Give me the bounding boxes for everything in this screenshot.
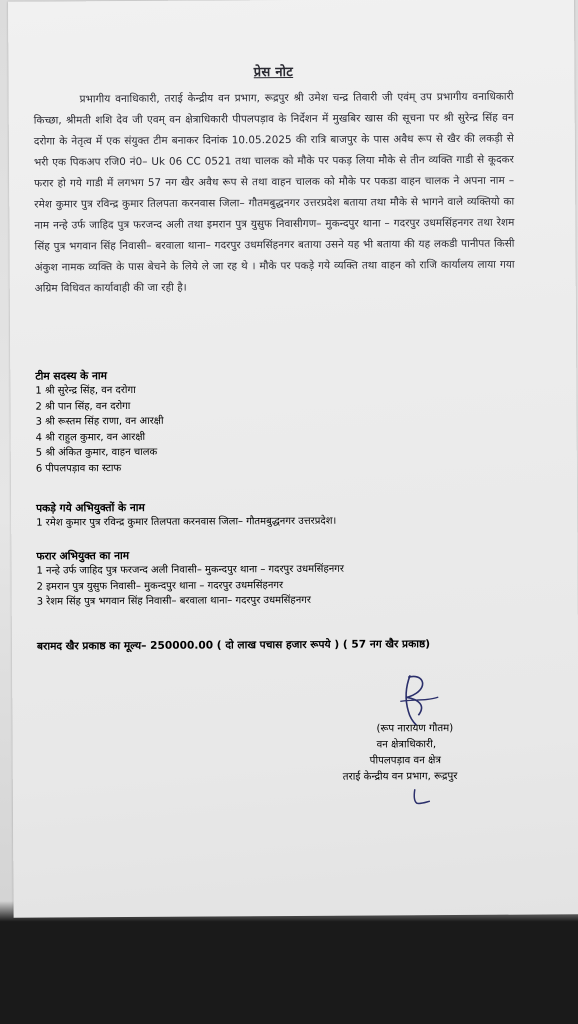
team-member: 5 श्री अंकित कुमार, वाहन चालक [35, 447, 158, 459]
absconded-item: 1 नन्हे उर्फ जाहिद पुत्र फरजन्द अली निवासी– मुकन्दपुर थाना – गदरपुर उधमसिंहनगर [36, 563, 345, 577]
signature-block [342, 721, 522, 786]
signatory-designation: वन क्षेत्राधिकारी, [376, 739, 437, 751]
handwritten-initial [411, 787, 435, 807]
arrested-item: 1 रमेश कुमार पुत्र रविन्द्र कुमार तिलपता करनवास जिला– गौतमबुद्धनगर उत्तरप्रदेश। [36, 515, 337, 529]
absconded-list [36, 561, 516, 611]
team-member: 2 श्री पान सिंह, वन दरोगा [35, 400, 131, 413]
arrested-list [36, 513, 516, 532]
absconded-item: 2 इमरान पुत्र युसुफ निवासी– मुकन्दपुर थाना – गदरपुर उधमसिंहनगर [36, 579, 284, 593]
press-note-sheet [8, 0, 578, 918]
seized-value-line: बरामद खैर प्रकाष्ठ का मूल्य– 250000.00 ( दो लाख पचास हजार रूपये ) ( 57 नग खैर प्रकाष्ठ) [36, 638, 431, 653]
absconded-section [36, 547, 516, 611]
team-section [35, 369, 164, 477]
team-member: 4 श्री राहुल कुमार, वन आरक्षी [35, 431, 146, 444]
team-heading: टीम सदस्य के नाम [35, 370, 107, 383]
absconded-item: 3 रेशम सिंह पुत्र भगवान सिंह निवासी– बरवाला थाना– गदरपुर उधमसिंहनगर [36, 595, 312, 608]
team-list [35, 383, 164, 477]
press-note-body [33, 61, 514, 300]
arrested-heading: पकड़े गये अभियुक्तों के नाम [36, 501, 145, 515]
document-title: प्रेस नोट [253, 64, 294, 81]
signatory-name: (रूप नारायण गौतम) [376, 723, 454, 735]
team-member: 6 पीपलपड़ाव का स्टाफ [35, 463, 122, 475]
main-paragraph: प्रभागीय वनाधिकारी, तराई केन्द्रीय वन प्रभाग, रूद्रपुर श्री उमेश चन्द्र तिवारी जी एवंम् उप प्रभागीय वनाधिकारी किच्छा, श्रीमती शशि देव जी एवम् वन क्षेत्राधिकारी पीपलपड़ाव के निर्देशन में मुखबिर खास की सूचना पर श्री सुरेन्द्र सिंह वन दरोगा के नेतृत्व में एक संयुक्त टीम बनाकर दिनांक 10.05.2025 की रात्रि बाजपुर के पास अवैध रूप से खैर की लकड़ी से भरी एक पिकअप रजि0 नं0– Uk 06 CC 0521 तथा चालक को मौके पर पकड़ लिया मौके से तीन व्यक्ति गाडी से कूदकर फरार हो गये गाडी में लगभग 57 नग खैर अवैध रूप से तथा वाहन चालक को मौके पर पकडा वाहन चालक ने अपना नाम – रमेश कुमार पुत्र रविन्द्र कुमार तिलपता करनवास जिला– गौतमबुद्धनगर उत्तरप्रदेश बताया तथा मौके से भागने वाले व्यक्तियो का नाम नन्हे उर्फ जाहिद पुत्र फरजन्द अली तथा इमरान पुत्र युसुफ निवासीगण– मुकन्दपुर थाना – गदरपुर उधमसिंहनगर तथा रेशम सिंह पुत्र भगवान सिंह निवासी– बरवाला थाना– गदरपुर उधमसिंहनगर बताया उसने यह भी बताया की यह लकडी पानीपत किसी अंकुश नामक व्यक्ति के पास बेचने के लिये ले जा रह थे । मौके पर पकड़े गये व्यक्ति तथा वाहन को राजि कार्यालय लाया गया अग्रिम विधिवत कार्यावाही की जा रही है। [33, 90, 515, 295]
absconded-heading: फरार अभियुक्त का नाम [36, 549, 130, 563]
team-member: 1 श्री सुरेन्द्र सिंह, वन दरोगा [35, 384, 136, 397]
signatory-range: पीपलपड़ाव वन क्षेत्र [369, 755, 442, 767]
team-member: 3 श्री रूस्तम सिंह राणा, वन आरक्षी [35, 415, 164, 428]
arrested-section [36, 499, 516, 532]
signatory-division: तराई केन्द्रीय वन प्रभाग, रूद्रपुर [342, 770, 458, 783]
